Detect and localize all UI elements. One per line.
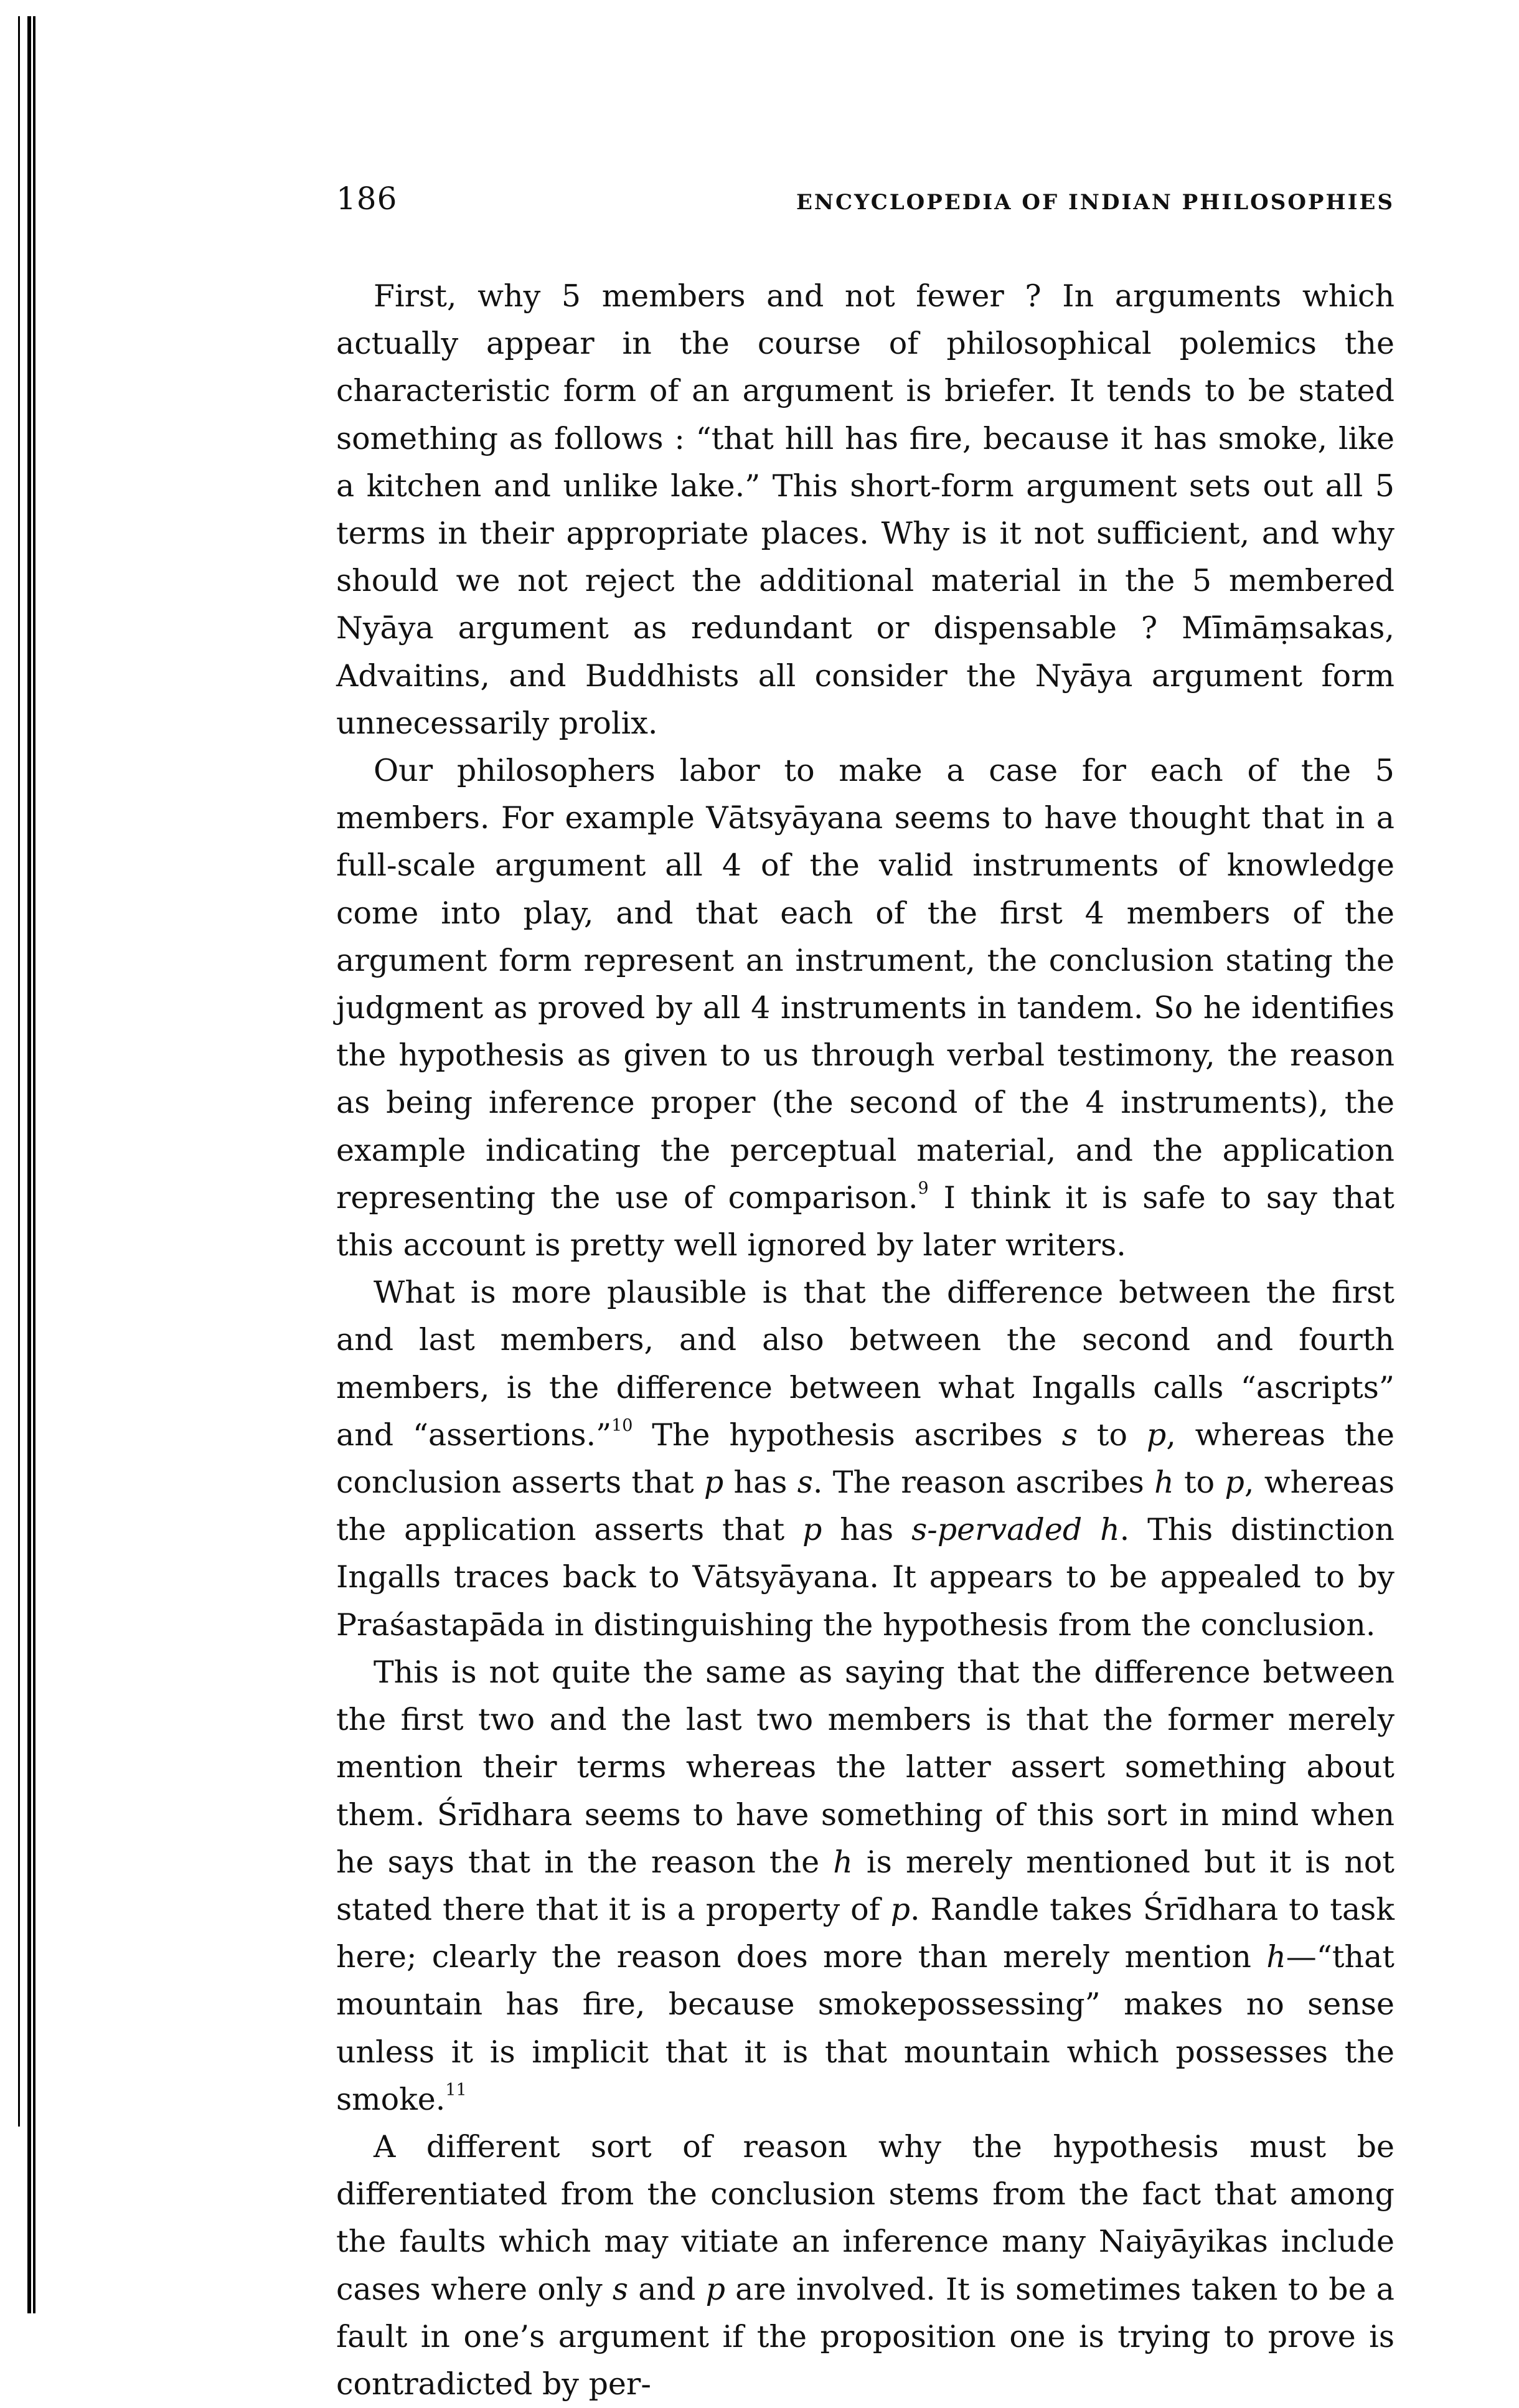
body-text <box>336 273 1394 2408</box>
footnote-ref: 10 <box>611 1415 633 1435</box>
italic-variable: p <box>1146 1417 1167 1453</box>
italic-variable: p <box>890 1891 910 1927</box>
italic-variable: h <box>833 1844 853 1880</box>
text-run: —“that mountain has fire, because smokepossessing” makes no sense unless it is implicit that it is that mountain which possesses the smoke. <box>336 1939 1394 2117</box>
italic-variable: p <box>1225 1465 1244 1501</box>
paragraph <box>336 2123 1394 2408</box>
text-run: , whereas the conclusion asserts that <box>336 1417 1394 1501</box>
text-run: I think it is safe to say that this account is pretty well ignored by later writers. <box>336 1179 1394 1263</box>
paragraph <box>336 1269 1394 1649</box>
italic-variable: h <box>1154 1465 1174 1501</box>
text-run: to <box>1077 1417 1147 1453</box>
text-run: . This distinction Ingalls traces back to Vātsyāyana. It appears to be appealed to by Praśastapāda in distinguishing the hypothesis from the conclusion. <box>336 1512 1394 1643</box>
text-run: A different sort of reason why the hypothesis must be differentiated from the conclusion stems from the fact that among the faults which may vitiate an inference many Naiyāyikas include cases where only <box>336 2128 1394 2307</box>
binding-edge-line <box>18 16 20 2127</box>
text-run: What is more plausible is that the difference between the first and last members, and also between the second and fourth members, is the difference between what Ingalls calls “ascripts” and “assertions.” <box>336 1275 1394 1453</box>
running-title: ENCYCLOPEDIA OF INDIAN PHILOSOPHIES <box>796 190 1394 215</box>
text-run: has <box>723 1465 797 1501</box>
text-run: This is not quite the same as saying that the difference between the first two and the last two members is that the former merely mention their terms whereas the latter assert something about them. Śrīdhara seems to have something of this sort in mind when he says that in the reason the <box>336 1654 1394 1880</box>
binding-edge-line <box>33 16 35 2313</box>
text-run: has <box>822 1512 912 1548</box>
italic-variable: s-pervaded h <box>911 1512 1120 1548</box>
italic-variable: s <box>1061 1417 1078 1453</box>
paragraph <box>336 1649 1394 2123</box>
footnote-ref: 9 <box>918 1178 929 1198</box>
text-run: The hypothesis ascribes <box>633 1417 1062 1453</box>
footnote-ref: 11 <box>445 2080 467 2100</box>
page-number: 186 <box>336 181 398 217</box>
text-run: , whereas the application asserts that <box>336 1465 1394 1548</box>
italic-variable: s <box>797 1465 813 1501</box>
text-run: are involved. It is sometimes taken to be a fault in one’s argument if the proposition one is trying to prove is contradicted by per- <box>336 2271 1394 2402</box>
text-run: First, why 5 members and not fewer ? In arguments which actually appear in the course of philosophical polemics the characteristic form of an argument is briefer. It tends to be stated something as follows : “that hill has fire, because it has smoke, like a kitchen and unlike lake.” This short-form argument sets out all 5 terms in their appropriate places. Why is it not sufficient, and why should we not reject the additional material in the 5 membered Nyāya argument as redundant or dispensable ? Mīmāṃsakas, Advaitins, and Buddhists all consider the Nyāya argument form unnecessarily prolix. <box>336 278 1394 741</box>
paragraph <box>336 747 1394 1269</box>
italic-variable: p <box>802 1512 822 1548</box>
italic-variable: p <box>703 1465 724 1501</box>
paragraph <box>336 273 1394 747</box>
text-run: . The reason ascribes <box>812 1465 1155 1501</box>
text-run: is merely mentioned but it is not stated there that it is a property of <box>336 1844 1394 1927</box>
text-run: to <box>1173 1465 1225 1501</box>
italic-variable: p <box>705 2271 725 2307</box>
text-run: . Randle takes Śrīdhara to task here; clearly the reason does more than merely mention <box>336 1891 1394 1975</box>
running-head <box>336 181 1394 224</box>
italic-variable: s <box>612 2271 629 2307</box>
book-page <box>336 181 1394 2408</box>
text-run: Our philosophers labor to make a case for each of the 5 members. For example Vātsyāyana seems to have thought that in a full-scale argument all 4 of the valid instruments of knowledge come into play, and that each of the first 4 members of the argument form represent an instrument, the conclusion stating the judgment as proved by all 4 instruments in tandem. So he identifies the hypothesis as given to us through verbal testimony, the reason as being inference proper (the second of the 4 instruments), the example indicating the perceptual material, and the application representing the use of comparison. <box>336 753 1394 1216</box>
text-run: and <box>628 2271 706 2307</box>
binding-edge-line <box>27 16 31 2313</box>
italic-variable: h <box>1266 1939 1286 1975</box>
